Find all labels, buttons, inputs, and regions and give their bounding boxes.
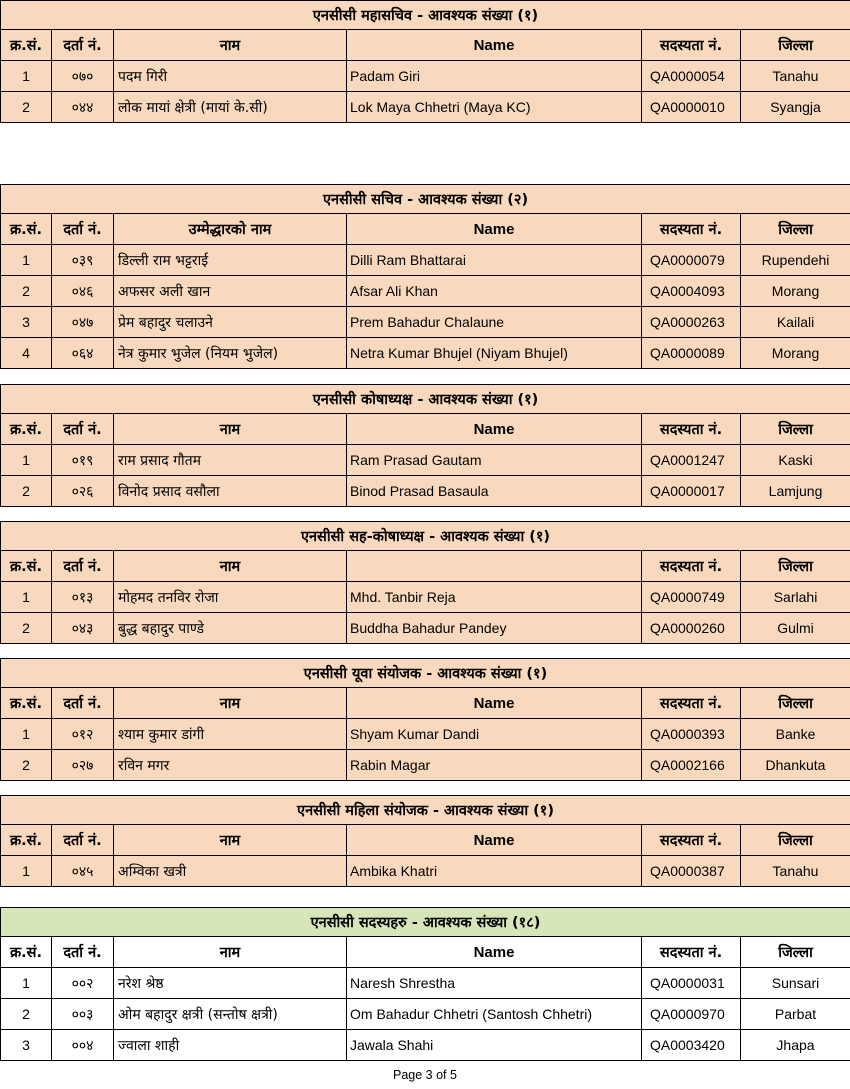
cell-membership: QA0000089	[642, 338, 741, 369]
section-title: एनसीसी कोषाध्यक्ष - आवश्यक संख्या (१)	[1, 385, 850, 414]
cell-sn: 2	[1, 999, 52, 1030]
section-title: एनसीसी महिला संयोजक - आवश्यक संख्या (१)	[1, 796, 850, 825]
col-header-reg: दर्ता नं.	[52, 688, 114, 719]
col-header-name-en: Name	[347, 414, 642, 445]
cell-district: Parbat	[741, 999, 850, 1030]
col-header-name-en: Name	[347, 937, 642, 968]
table-row	[1, 92, 850, 123]
table-secretary-general	[0, 0, 850, 123]
table-row	[1, 61, 850, 92]
cell-membership: QA0000054	[642, 61, 741, 92]
col-header-district: जिल्ला	[741, 30, 850, 61]
cell-district: Rupendehi	[741, 245, 850, 276]
col-header-reg: दर्ता नं.	[52, 937, 114, 968]
cell-district: Kaski	[741, 445, 850, 476]
cell-membership: QA0000079	[642, 245, 741, 276]
table-row	[1, 999, 850, 1030]
cell-name-np: ओम बहादुर क्षत्री (सन्तोष क्षत्री)	[114, 999, 347, 1030]
cell-district: Tanahu	[741, 856, 850, 887]
col-header-name-en-empty	[347, 551, 642, 582]
col-header-name-np: नाम	[114, 551, 347, 582]
cell-name-np: विनोद प्रसाद वसौला	[114, 476, 347, 507]
cell-sn: 4	[1, 338, 52, 369]
cell-name-np: मोहमद तनविर रोजा	[114, 582, 347, 613]
col-header-name-np: नाम	[114, 825, 347, 856]
cell-name-np: डिल्ली राम भट्टराई	[114, 245, 347, 276]
col-header-district: जिल्ला	[741, 551, 850, 582]
col-header-membership: सदस्यता नं.	[642, 414, 741, 445]
cell-sn: 3	[1, 1030, 52, 1061]
cell-district: Morang	[741, 338, 850, 369]
col-header-name-np: उम्मेद्धारको नाम	[114, 214, 347, 245]
col-header-name-np: नाम	[114, 30, 347, 61]
cell-reg: ०१३	[52, 582, 114, 613]
section-title: एनसीसी सचिव - आवश्यक संख्या (२)	[1, 185, 850, 214]
table-row	[1, 338, 850, 369]
table-row	[1, 1030, 850, 1061]
cell-sn: 1	[1, 582, 52, 613]
cell-name-np: अफसर अली खान	[114, 276, 347, 307]
cell-reg: ०६४	[52, 338, 114, 369]
cell-membership: QA0000263	[642, 307, 741, 338]
cell-name-en: Jawala Shahi	[347, 1030, 642, 1061]
cell-name-np: राम प्रसाद गौतम	[114, 445, 347, 476]
cell-district: Gulmi	[741, 613, 850, 644]
cell-name-en: Dilli Ram Bhattarai	[347, 245, 642, 276]
cell-name-en: Netra Kumar Bhujel (Niyam Bhujel)	[347, 338, 642, 369]
cell-membership: QA0000017	[642, 476, 741, 507]
col-header-reg: दर्ता नं.	[52, 30, 114, 61]
cell-name-np: प्रेम बहादुर चलाउने	[114, 307, 347, 338]
cell-district: Jhapa	[741, 1030, 850, 1061]
table-treasurer	[0, 384, 850, 507]
cell-reg: ००४	[52, 1030, 114, 1061]
col-header-district: जिल्ला	[741, 688, 850, 719]
col-header-reg: दर्ता नं.	[52, 214, 114, 245]
table-row	[1, 307, 850, 338]
cell-name-en: Ram Prasad Gautam	[347, 445, 642, 476]
cell-name-en: Shyam Kumar Dandi	[347, 719, 642, 750]
col-header-sn: क्र.सं.	[1, 30, 52, 61]
cell-name-np: बुद्ध बहादुर पाण्डे	[114, 613, 347, 644]
cell-name-en: Prem Bahadur Chalaune	[347, 307, 642, 338]
cell-sn: 1	[1, 968, 52, 999]
col-header-district: जिल्ला	[741, 414, 850, 445]
cell-name-en: Lok Maya Chhetri (Maya KC)	[347, 92, 642, 123]
cell-membership: QA0000010	[642, 92, 741, 123]
col-header-sn: क्र.सं.	[1, 551, 52, 582]
col-header-membership: सदस्यता नं.	[642, 688, 741, 719]
cell-name-np: श्याम कुमार डांगी	[114, 719, 347, 750]
table-row	[1, 750, 850, 781]
cell-sn: 2	[1, 613, 52, 644]
cell-sn: 2	[1, 92, 52, 123]
col-header-name-np: नाम	[114, 937, 347, 968]
section-title: एनसीसी सह-कोषाध्यक्ष - आवश्यक संख्या (१)	[1, 522, 850, 551]
cell-reg: ०४६	[52, 276, 114, 307]
col-header-membership: सदस्यता नं.	[642, 30, 741, 61]
table-row	[1, 856, 850, 887]
cell-sn: 1	[1, 245, 52, 276]
col-header-name-np: नाम	[114, 414, 347, 445]
col-header-district: जिल्ला	[741, 214, 850, 245]
cell-reg: ००२	[52, 968, 114, 999]
cell-district: Syangja	[741, 92, 850, 123]
table-row	[1, 968, 850, 999]
cell-reg: ०४५	[52, 856, 114, 887]
cell-sn: 1	[1, 61, 52, 92]
col-header-membership: सदस्यता नं.	[642, 551, 741, 582]
cell-district: Sarlahi	[741, 582, 850, 613]
table-secretary	[0, 184, 850, 369]
cell-reg: ००३	[52, 999, 114, 1030]
table-row	[1, 719, 850, 750]
col-header-reg: दर्ता नं.	[52, 825, 114, 856]
cell-sn: 3	[1, 307, 52, 338]
cell-membership: QA0002166	[642, 750, 741, 781]
cell-district: Kailali	[741, 307, 850, 338]
cell-membership: QA0000260	[642, 613, 741, 644]
cell-sn: 1	[1, 445, 52, 476]
table-youth-coordinator	[0, 658, 850, 781]
table-women-coordinator	[0, 795, 850, 887]
cell-name-en: Naresh Shrestha	[347, 968, 642, 999]
col-header-reg: दर्ता नं.	[52, 551, 114, 582]
col-header-sn: क्र.सं.	[1, 414, 52, 445]
cell-reg: ०२६	[52, 476, 114, 507]
cell-membership: QA0000393	[642, 719, 741, 750]
cell-name-en: Ambika Khatri	[347, 856, 642, 887]
cell-sn: 1	[1, 856, 52, 887]
col-header-name-en: Name	[347, 30, 642, 61]
cell-district: Morang	[741, 276, 850, 307]
cell-reg: ०१२	[52, 719, 114, 750]
col-header-sn: क्र.सं.	[1, 688, 52, 719]
section-title: एनसीसी महासचिव - आवश्यक संख्या (१)	[1, 1, 850, 30]
table-row	[1, 582, 850, 613]
cell-membership: QA0000970	[642, 999, 741, 1030]
cell-name-np: नेत्र कुमार भुजेल (नियम भुजेल)	[114, 338, 347, 369]
cell-name-en: Om Bahadur Chhetri (Santosh Chhetri)	[347, 999, 642, 1030]
cell-sn: 2	[1, 750, 52, 781]
col-header-membership: सदस्यता नं.	[642, 214, 741, 245]
cell-membership: QA0003420	[642, 1030, 741, 1061]
cell-name-en: Binod Prasad Basaula	[347, 476, 642, 507]
cell-reg: ०४७	[52, 307, 114, 338]
cell-name-en: Padam Giri	[347, 61, 642, 92]
cell-name-np: अम्विका खत्री	[114, 856, 347, 887]
cell-reg: ०३९	[52, 245, 114, 276]
cell-membership: QA0000749	[642, 582, 741, 613]
table-co-treasurer	[0, 521, 850, 644]
cell-membership: QA0000031	[642, 968, 741, 999]
col-header-sn: क्र.सं.	[1, 214, 52, 245]
col-header-name-en: Name	[347, 825, 642, 856]
cell-membership: QA0000387	[642, 856, 741, 887]
cell-reg: ०२७	[52, 750, 114, 781]
cell-sn: 2	[1, 476, 52, 507]
cell-membership: QA0004093	[642, 276, 741, 307]
cell-sn: 2	[1, 276, 52, 307]
cell-name-np: रविन मगर	[114, 750, 347, 781]
col-header-name-en: Name	[347, 688, 642, 719]
cell-district: Lamjung	[741, 476, 850, 507]
col-header-membership: सदस्यता नं.	[642, 825, 741, 856]
cell-reg: ०४४	[52, 92, 114, 123]
table-row	[1, 276, 850, 307]
page-footer: Page 3 of 5	[393, 1068, 457, 1082]
cell-sn: 1	[1, 719, 52, 750]
table-members	[0, 907, 850, 1061]
col-header-membership: सदस्यता नं.	[642, 937, 741, 968]
cell-name-np: ज्वाला शाही	[114, 1030, 347, 1061]
cell-district: Tanahu	[741, 61, 850, 92]
col-header-district: जिल्ला	[741, 937, 850, 968]
table-row	[1, 445, 850, 476]
cell-name-en: Rabin Magar	[347, 750, 642, 781]
col-header-name-en: Name	[347, 214, 642, 245]
col-header-sn: क्र.सं.	[1, 825, 52, 856]
cell-membership: QA0001247	[642, 445, 741, 476]
section-title: एनसीसी सदस्यहरु - आवश्यक संख्या (१८)	[1, 908, 850, 937]
table-row	[1, 613, 850, 644]
cell-district: Banke	[741, 719, 850, 750]
cell-district: Dhankuta	[741, 750, 850, 781]
table-row	[1, 245, 850, 276]
table-row	[1, 476, 850, 507]
cell-reg: ०१९	[52, 445, 114, 476]
cell-name-en: Afsar Ali Khan	[347, 276, 642, 307]
col-header-reg: दर्ता नं.	[52, 414, 114, 445]
cell-reg: ०४३	[52, 613, 114, 644]
cell-name-np: लोक मायां क्षेत्री (मायां के.सी)	[114, 92, 347, 123]
cell-reg: ०७०	[52, 61, 114, 92]
cell-district: Sunsari	[741, 968, 850, 999]
section-title: एनसीसी यूवा संयोजक - आवश्यक संख्या (१)	[1, 659, 850, 688]
cell-name-en: Buddha Bahadur Pandey	[347, 613, 642, 644]
col-header-sn: क्र.सं.	[1, 937, 52, 968]
cell-name-np: पदम गिरी	[114, 61, 347, 92]
cell-name-en: Mhd. Tanbir Reja	[347, 582, 642, 613]
cell-name-np: नरेश श्रेष्ठ	[114, 968, 347, 999]
col-header-district: जिल्ला	[741, 825, 850, 856]
col-header-name-np: नाम	[114, 688, 347, 719]
